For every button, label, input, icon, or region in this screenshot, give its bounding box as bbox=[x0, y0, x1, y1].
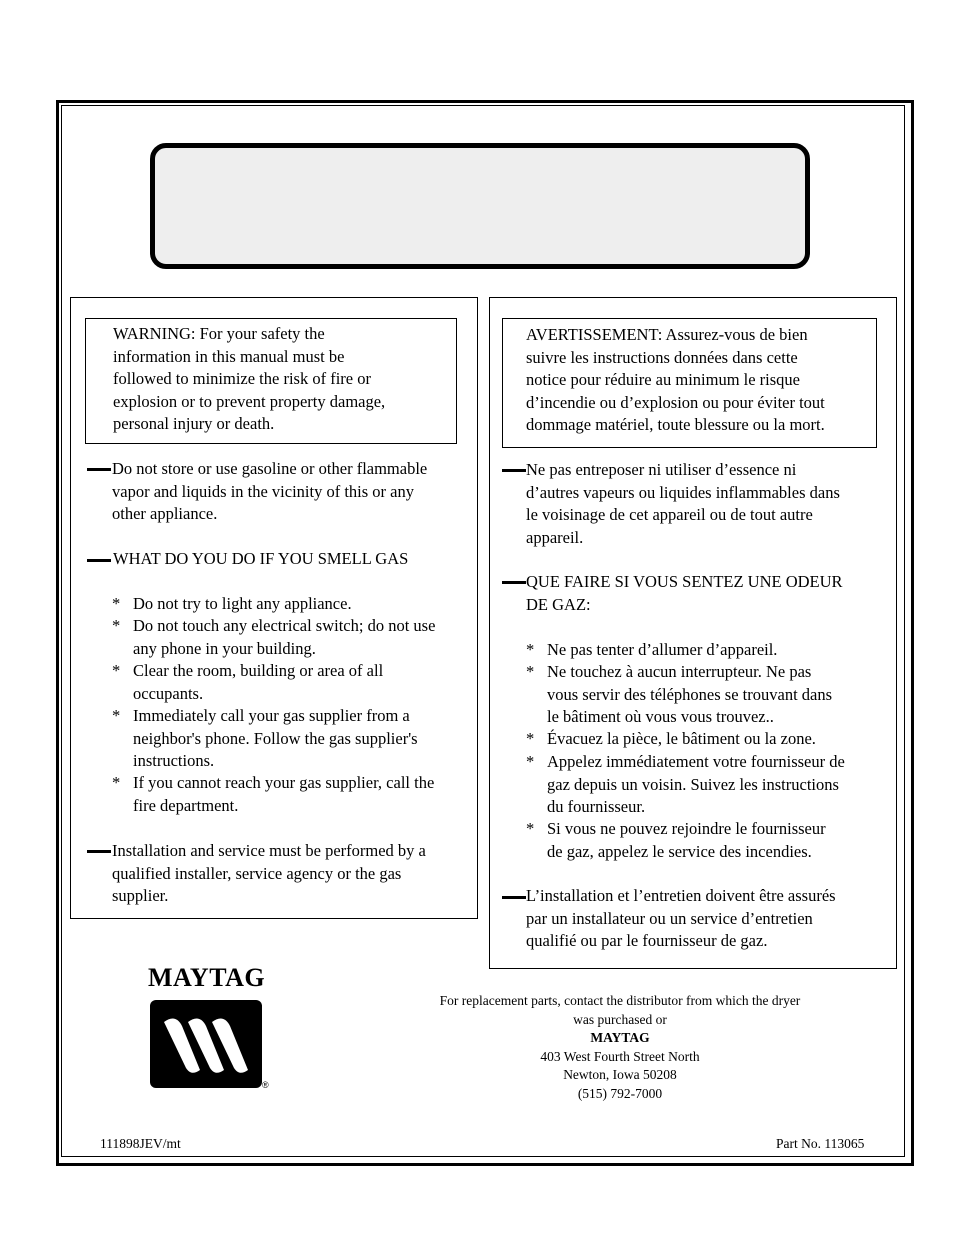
asterisk-icon: * bbox=[112, 616, 121, 635]
asterisk-icon: * bbox=[112, 661, 121, 680]
text-line: Appelez immédiatement votre fournisseur de bbox=[547, 752, 845, 771]
text-line: vapor and liquids in the vicinity of this or any bbox=[112, 481, 414, 501]
install-paragraph-fr bbox=[526, 885, 836, 953]
asterisk-icon: * bbox=[112, 706, 121, 725]
dash-icon bbox=[87, 468, 111, 471]
text-line: L’installation et l’entretien doivent être assurés bbox=[526, 886, 836, 905]
text-line: DE GAZ: bbox=[526, 594, 591, 614]
dash-icon bbox=[87, 850, 111, 853]
title-box bbox=[150, 143, 810, 269]
smell-heading-fr bbox=[526, 571, 843, 616]
part-number: Part No. 113065 bbox=[776, 1136, 865, 1151]
registered-mark: ® bbox=[262, 1080, 269, 1090]
text-line: le bâtiment où vous vous trouvez.. bbox=[547, 707, 774, 726]
asterisk-icon: * bbox=[112, 773, 121, 792]
text-line: appareil. bbox=[526, 527, 584, 547]
text-line: Ne touchez à aucun interrupteur. Ne pas bbox=[547, 662, 812, 681]
document-code: 111898JEV/mt bbox=[100, 1136, 181, 1151]
text-line: du fournisseur. bbox=[547, 797, 646, 816]
text-line: Ne pas entreposer ni utiliser d’essence ni bbox=[526, 460, 797, 479]
text-line: qualifié ou par le fournisseur de gaz. bbox=[526, 931, 768, 950]
text-line: le voisinage de cet appareil ou de tout autre bbox=[526, 505, 813, 524]
dash-icon bbox=[502, 469, 526, 472]
text-line: any phone in your building. bbox=[133, 638, 316, 658]
text-line: QUE FAIRE SI VOUS SENTEZ UNE ODEUR bbox=[526, 572, 843, 591]
store-paragraph-fr bbox=[526, 459, 840, 549]
store-paragraph-en bbox=[112, 458, 427, 526]
text-line: fire department. bbox=[133, 795, 239, 815]
text-line: vous servir des téléphones se trouvant dans bbox=[547, 684, 833, 704]
maytag-wordmark: MAYTAG bbox=[148, 963, 266, 992]
warning-line: d’incendie ou d’explosion ou pour éviter tout bbox=[526, 392, 825, 412]
asterisk-icon: * bbox=[526, 819, 535, 838]
text-line: Si vous ne pouvez rejoindre le fournisseur bbox=[547, 819, 826, 838]
warning-line: suivre les instructions données dans cette bbox=[526, 347, 798, 367]
warning-line: personal injury or death. bbox=[113, 414, 275, 433]
warning-line: WARNING: For your safety the bbox=[113, 324, 325, 343]
text-line: Ne pas tenter d’allumer d’appareil. bbox=[547, 640, 778, 659]
text-line: Do not touch any electrical switch; do not use bbox=[133, 616, 436, 635]
maytag-logo-icon bbox=[150, 1000, 272, 1097]
warning-line: explosion or to prevent property damage, bbox=[113, 391, 386, 411]
contact-line: was purchased or bbox=[573, 1011, 667, 1027]
warning-box-fr bbox=[502, 318, 877, 448]
text-line: instructions. bbox=[133, 751, 215, 770]
text-line: Évacuez la pièce, le bâtiment ou la zone. bbox=[547, 729, 816, 748]
contact-block bbox=[400, 992, 840, 1103]
asterisk-icon: * bbox=[526, 729, 535, 748]
text-line: qualified installer, service agency or the gas bbox=[112, 863, 402, 883]
dash-icon bbox=[87, 559, 111, 562]
install-paragraph-en bbox=[112, 840, 426, 908]
asterisk-icon: * bbox=[112, 594, 121, 613]
text-line: Installation and service must be performed by a bbox=[112, 841, 426, 860]
contact-street: 403 West Fourth Street North bbox=[540, 1048, 700, 1064]
text-line: gaz depuis un voisin. Suivez les instructions bbox=[547, 774, 839, 794]
dash-icon bbox=[502, 896, 526, 899]
contact-line: For replacement parts, contact the distributor from which the dryer bbox=[439, 993, 801, 1008]
dash-icon bbox=[502, 581, 526, 584]
text-line: If you cannot reach your gas supplier, call the bbox=[133, 773, 435, 792]
text-line: Clear the room, building or area of all bbox=[133, 661, 384, 680]
text-line: Immediately call your gas supplier from a bbox=[133, 706, 410, 725]
text-line: neighbor's phone. Follow the gas supplier's bbox=[133, 728, 418, 748]
contact-city: Newton, Iowa 50208 bbox=[563, 1067, 677, 1082]
asterisk-icon: * bbox=[526, 662, 535, 681]
asterisk-icon: * bbox=[526, 752, 535, 771]
warning-line: information in this manual must be bbox=[113, 346, 345, 366]
smell-heading-en: WHAT DO YOU DO IF YOU SMELL GAS bbox=[113, 549, 409, 568]
warning-line: AVERTISSEMENT: Assurez-vous de bien bbox=[526, 325, 808, 344]
asterisk-icon: * bbox=[526, 640, 535, 659]
text-line: Do not store or use gasoline or other flammable bbox=[112, 459, 428, 478]
text-line: occupants. bbox=[133, 683, 204, 703]
warning-line: dommage matériel, toute blessure ou la mort. bbox=[526, 415, 825, 434]
text-line: supplier. bbox=[112, 886, 169, 905]
text-line: d’autres vapeurs ou liquides inflammables dans bbox=[526, 482, 840, 502]
warning-line: followed to minimize the risk of fire or bbox=[113, 369, 371, 388]
warning-line: notice pour réduire au minimum le risque bbox=[526, 370, 801, 389]
contact-company: MAYTAG bbox=[590, 1030, 650, 1045]
text-line: par un installateur ou un service d’entretien bbox=[526, 908, 813, 928]
warning-box-en bbox=[85, 318, 457, 444]
text-line: other appliance. bbox=[112, 504, 218, 523]
contact-phone: (515) 792-7000 bbox=[577, 1085, 663, 1101]
text-line: de gaz, appelez le service des incendies. bbox=[547, 841, 812, 861]
text-line: Do not try to light any appliance. bbox=[133, 594, 352, 613]
